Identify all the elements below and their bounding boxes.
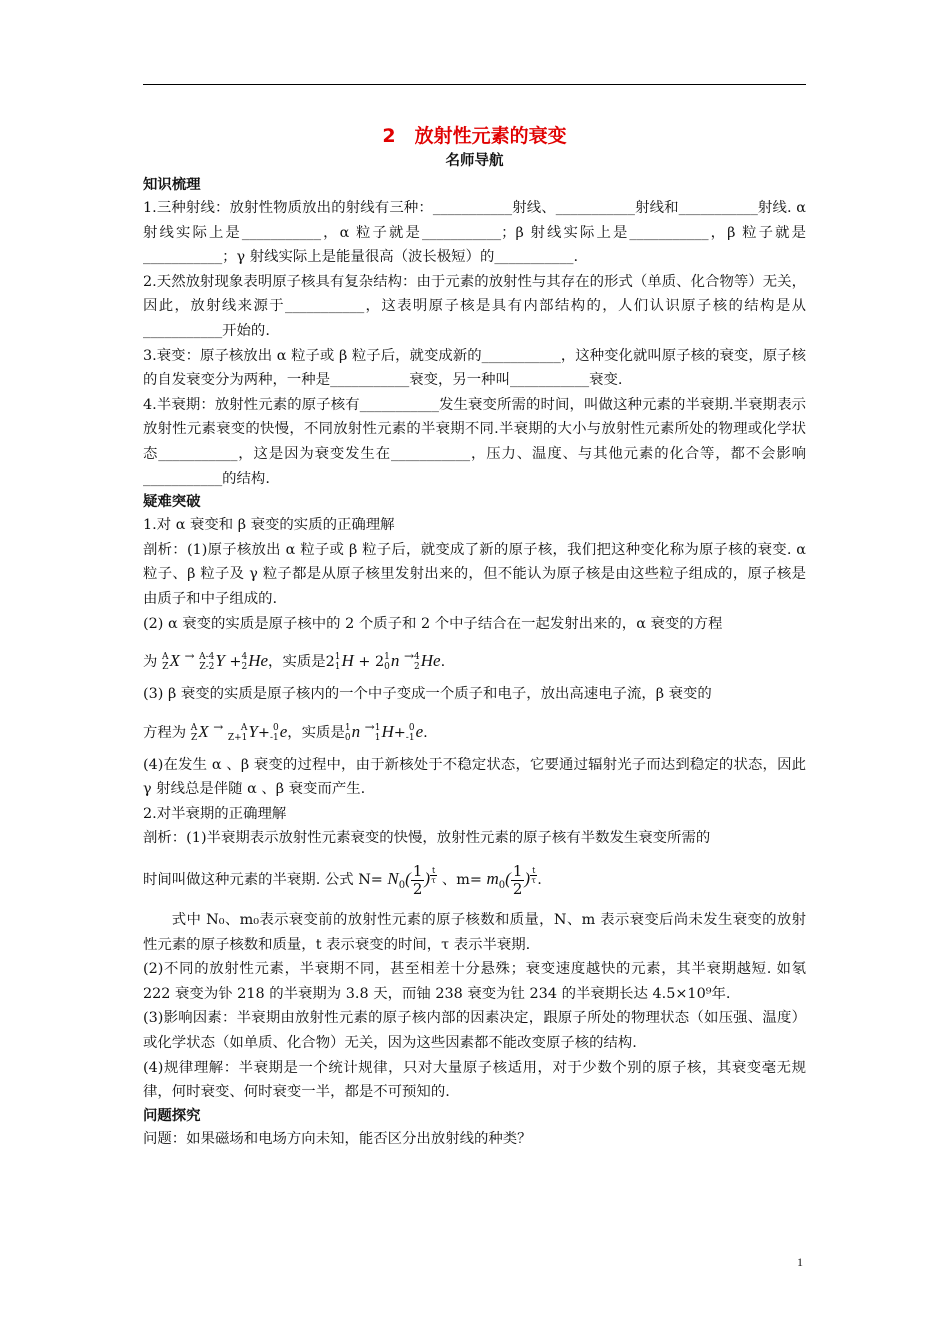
difficulty-2-para-1: 剖析：(1)半衰期表示放射性元素衰变的快慢，放射性元素的原子核有半数发生衰变所需的 [143, 830, 711, 847]
section-heading-inquiry: 问题探究 [143, 1107, 201, 1124]
section-heading-difficulties: 疑难突破 [143, 494, 201, 511]
difficulty-2-para-2: 式中 N₀、m₀表示衰变前的放射性元素的原子核数和质量，N、m 表示衰变后尚未发生衰变的放射性元素的原子核数和质量，t 表示衰变的时间，τ 表示半衰期. [143, 912, 806, 953]
difficulty-1-para-1: 剖析：(1)原子核放出 α 粒子或 β 粒子后，就变成了新的原子核，我们把这种变化称为原子核的衰变. α 粒子、β 粒子及 γ 粒子都是从原子核里发射出来的，但不能认为原子核是由这些粒子组成的，原子核是由质子和中子组成的. [143, 541, 806, 607]
document-body [143, 122, 806, 1151]
formula-arrow: → [184, 649, 195, 664]
header-rule [143, 84, 806, 85]
difficulty-2-para-4: (3)影响因素：半衰期由放射性元素的原子核内部的因素决定，跟原子所处的物理状态（如压强、温度）或化学状态（如单质、化合物）无关，因为这些因素都不能改变原子核的结构. [143, 1010, 806, 1052]
difficulty-2-title: 2.对半衰期的正确理解 [143, 805, 287, 822]
knowledge-item-4: 4.半衰期：放射性元素的原子核有___________发生衰变所需的时间，叫做这种元素的半衰期.半衰期表示放射性元素衰变的快慢，不同放射性元素的半衰期不同.半衰期的大小与放射性元素所处的物理或化学状态___________，这是因为衰变发生在___________，压力、温度、与其他元素的化合等，都不会影响___________的结构. [143, 396, 806, 487]
knowledge-item-1: 1.三种射线：放射性物质放出的射线有三种：___________射线、___________射线和___________射线. α 射线实际上是___________，α 粒子就是___________；β 射线实际上是___________，β 粒子就是___________；γ 射线实际上是能量很高（波长极短）的___________. [143, 200, 806, 266]
document-subtitle: 名师导航 [445, 153, 504, 169]
inquiry-question: 问题：如果磁场和电场方向未知，能否区分出放射线的种类？ [143, 1130, 532, 1147]
difficulty-1-para-2: (2) α 衰变的实质是原子核中的 2 个质子和 2 个中子结合在一起发射出来的，α 衰变的方程 [143, 615, 723, 632]
half-life-formula-line: 时间叫做这种元素的半衰期. 公式 $N= N_0$( $\frac{1}{2}$ ) $^{\frac{t}{\tau}}$ 、$m= m_0$( $\frac{1}{2}$ ) $^{\frac{t}{\tau}}$ . [143, 861, 542, 898]
knowledge-item-2: 2.天然放射现象表明原子核具有复杂结构：由于元素的放射性与其存在的形式（单质、化合物等）无关，因此，放射线来源于___________，这表明原子核是具有内部结构的，人们认识原子核的结构是从___________开始的. [143, 273, 806, 339]
difficulty-1-title: 1.对 α 衰变和 β 衰变的实质的正确理解 [143, 517, 395, 534]
alpha-decay-equation-line: 为 A Z X → A-4 Z-2 Y + 4 2 He，实质是2 1 1 H + 2 1 0 n → 4 2 He. [143, 649, 446, 673]
page-number: 1 [797, 1255, 803, 1269]
knowledge-item-3: 3.衰变：原子核放出 α 粒子或 β 粒子后，就变成新的___________，这种变化就叫原子核的衰变，原子核的自发衰变分为两种，一种是___________衰变，另一种叫___________衰变. [143, 347, 806, 389]
beta-decay-equation-line: 方程为 A Z X → A Z+1 Y+ 0 -1 e，实质是 1 0 n → 1 1 H+ 0 -1 e. [143, 719, 428, 743]
formula-nucleus-x: X [169, 651, 180, 671]
difficulty-1-para-4: (4)在发生 α 、β 衰变的过程中，由于新核处于不稳定状态，它要通过辐射光子而达到稳定的状态，因此 γ 射线总是伴随 α 、β 衰变而产生. [143, 756, 806, 798]
document-title: 2 放射性元素的衰变 [382, 125, 567, 147]
difficulty-2-para-5: (4)规律理解：半衰期是一个统计规律，只对大量原子核适用，对于少数个别的原子核，其衰变毫无规律，何时衰变、何时衰变一半，都是不可预知的. [143, 1059, 806, 1101]
difficulty-1-para-3: (3) β 衰变的实质是原子核内的一个中子变成一个质子和电子，放出高速电子流，β 衰变的 [143, 686, 712, 703]
section-heading-knowledge: 知识梳理 [143, 177, 201, 193]
difficulty-2-para-3: (2)不同的放射性元素，半衰期不同，甚至相差十分悬殊；衰变速度越快的元素，其半衰期越短. 如氡 222 衰变为钋 218 的半衰期为 3.8 天，而铀 238 衰变为钍 234 的半衰期长达 4.5×10⁹年. [143, 961, 806, 1002]
